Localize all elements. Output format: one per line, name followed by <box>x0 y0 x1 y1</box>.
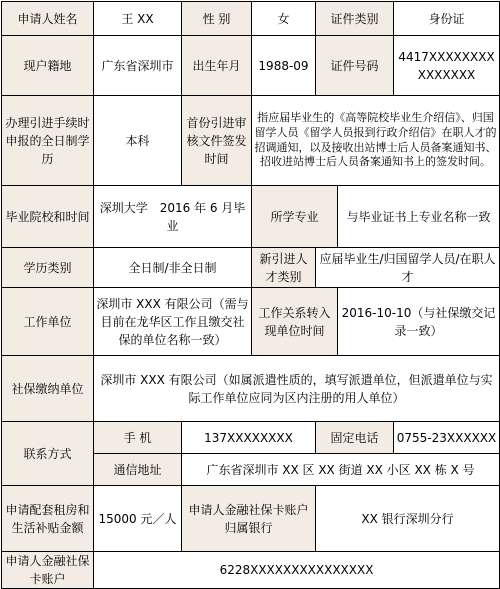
degree-type-value: 全日制/非全日制 <box>94 248 252 288</box>
form-row <box>2 288 500 356</box>
form-row <box>2 2 500 36</box>
talent-type-value: 应届毕业生/归国留学人员/在职人才 <box>316 248 500 288</box>
talent-type-label: 新引进人才类别 <box>252 248 316 288</box>
form-row <box>2 552 500 589</box>
school-label: 毕业院校和时间 <box>2 186 94 248</box>
name-value: 王 XX <box>94 2 182 36</box>
major-note: 与毕业证书上专业名称一致 <box>338 186 500 248</box>
address-value: 广东省深圳市 XX 区 XX 街道 XX 小区 XX 栋 X 号 <box>182 454 500 486</box>
first-sign-time-label: 首份引进审核文件签发时间 <box>182 96 252 186</box>
id-number-label: 证件号码 <box>316 36 394 96</box>
address-label: 通信地址 <box>94 454 182 486</box>
birth-label: 出生年月 <box>182 36 252 96</box>
major-label: 所学专业 <box>252 186 338 248</box>
transfer-time-label: 工作关系转入现单位时间 <box>252 288 338 356</box>
form-table <box>1 1 500 589</box>
form-row <box>2 486 500 552</box>
transfer-time-value: 2016-10-10（与社保缴交记录一致） <box>338 288 500 356</box>
id-type-value: 身份证 <box>394 2 500 36</box>
form-row <box>2 96 500 186</box>
bank-label: 申请人金融社保卡账户归属银行 <box>182 486 316 552</box>
household-value: 广东省深圳市 <box>94 36 182 96</box>
rent-subsidy-value: 15000 元／人 <box>94 486 182 552</box>
social-security-value: 深圳市 XXX 有限公司（如属派遣性质的，填写派遣单位，但派遣单位与实际工作单位应同为区内注册的用人单位） <box>94 356 500 422</box>
phone-value: 0755-23XXXXXX <box>394 422 500 454</box>
mobile-value: 137XXXXXXXX <box>182 422 316 454</box>
gender-value: 女 <box>252 2 316 36</box>
gender-label: 性 别 <box>182 2 252 36</box>
contact-label: 联系方式 <box>2 422 94 486</box>
birth-value: 1988-09 <box>252 36 316 96</box>
form-row <box>2 356 500 422</box>
form-row <box>2 422 500 454</box>
account-label: 申请人金融社保卡账户 <box>2 552 94 589</box>
phone-label: 固定电话 <box>316 422 394 454</box>
id-type-label: 证件类别 <box>316 2 394 36</box>
account-value: 6228XXXXXXXXXXXXXXX <box>94 552 500 589</box>
id-number-value: 4417XXXXXXXXXXXXXXX <box>394 36 500 96</box>
degree-type-label: 学历类别 <box>2 248 94 288</box>
employer-label: 工作单位 <box>2 288 94 356</box>
mobile-label: 手 机 <box>94 422 182 454</box>
school-value: 深圳大学 2016 年 6 月毕业 <box>94 186 252 248</box>
first-sign-time-note: 指应届毕业生的《高等院校毕业生介绍信》、归国留学人员《留学人员报到行政介绍信》在职人才的招调通知，以及接收出站博士后人员备案通知书、招收进站博士后人员备案通知书上的签发时间。 <box>252 96 500 186</box>
form-row <box>2 248 500 288</box>
form-row <box>2 36 500 96</box>
rent-subsidy-label: 申请配套租房和生活补贴金额 <box>2 486 94 552</box>
social-security-label: 社保缴纳单位 <box>2 356 94 422</box>
household-label: 现户籍地 <box>2 36 94 96</box>
education-apply-label: 办理引进手续时申报的全日制学历 <box>2 96 94 186</box>
name-label: 申请人姓名 <box>2 2 94 36</box>
bank-value: XX 银行深圳分行 <box>316 486 500 552</box>
education-apply-value: 本科 <box>94 96 182 186</box>
form-row <box>2 186 500 248</box>
employer-value: 深圳市 XXX 有限公司（需与目前在龙华区工作且缴交社保的单位名称一致） <box>94 288 252 356</box>
